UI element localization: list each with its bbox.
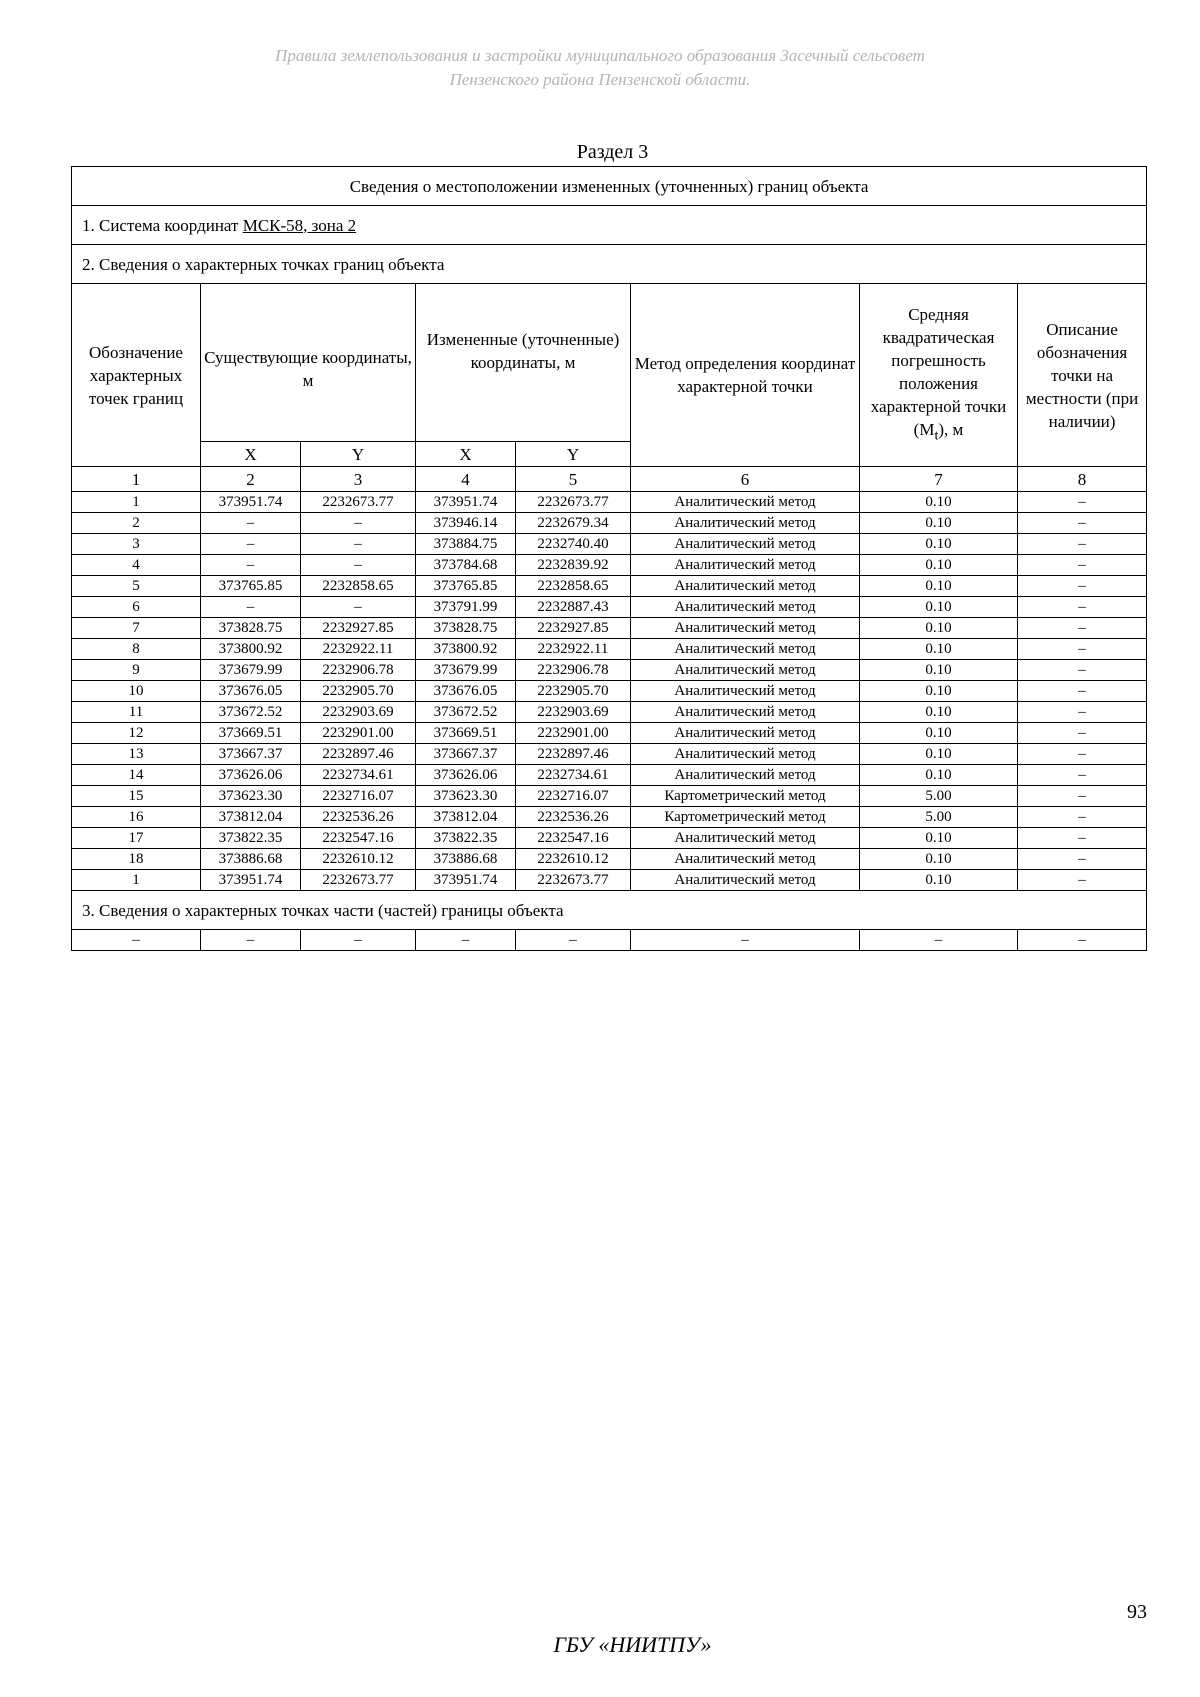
table-row (72, 618, 1147, 639)
cell-description: – (1018, 534, 1147, 555)
cell-changed-y: 2232536.26 (516, 807, 631, 828)
cell-changed-x: 373951.74 (416, 870, 516, 891)
table-row (72, 660, 1147, 681)
table-row (72, 744, 1147, 765)
cell-existing-y: 2232903.69 (301, 702, 416, 723)
cell-error: 0.10 (860, 555, 1018, 576)
cell-point-id: 15 (72, 786, 201, 807)
col-header-existing-x: X (201, 442, 301, 467)
cell-existing-y: 2232673.77 (301, 492, 416, 513)
cell-error: 5.00 (860, 807, 1018, 828)
cell-existing-x: 373951.74 (201, 870, 301, 891)
cell-description: – (1018, 639, 1147, 660)
col-header-error-unit: ), м (938, 419, 964, 439)
cell-description: – (1018, 744, 1147, 765)
cell-description: – (1018, 849, 1147, 870)
table-row (72, 576, 1147, 597)
cell-existing-y: 2232734.61 (301, 765, 416, 786)
cell-existing-x: 373672.52 (201, 702, 301, 723)
cell-existing-y: – (301, 534, 416, 555)
table-row (72, 930, 1147, 951)
cell-existing-y: 2232547.16 (301, 828, 416, 849)
cell-changed-y: 2232901.00 (516, 723, 631, 744)
cell-description: – (1018, 555, 1147, 576)
cell-existing-y: 2232858.65 (301, 576, 416, 597)
cell-changed-y: 2232903.69 (516, 702, 631, 723)
running-header-line-2: Пензенского района Пензенской области. (449, 70, 751, 89)
cell-changed-y: 2232679.34 (516, 513, 631, 534)
cell-changed-x: 373800.92 (416, 639, 516, 660)
col-header-changed-y: Y (516, 442, 631, 467)
table-row (72, 723, 1147, 744)
cell-point-id: 12 (72, 723, 201, 744)
cell-description: – (1018, 681, 1147, 702)
cell-method: Аналитический метод (631, 513, 860, 534)
cell-changed-x: 373623.30 (416, 786, 516, 807)
cell-point-id: 1 (72, 492, 201, 513)
cell-point-id: 18 (72, 849, 201, 870)
cell-changed-x: 373676.05 (416, 681, 516, 702)
cell-point-id: 3 (72, 534, 201, 555)
cell-description: – (1018, 513, 1147, 534)
cell-error: 0.10 (860, 870, 1018, 891)
table-row (72, 765, 1147, 786)
cell-existing-x: 373669.51 (201, 723, 301, 744)
cell-changed-y: 2232887.43 (516, 597, 631, 618)
table-row (72, 807, 1147, 828)
cell-existing-x: 373623.30 (201, 786, 301, 807)
cell-method: Картометрический метод (631, 807, 860, 828)
cell-changed-y: 2232547.16 (516, 828, 631, 849)
cell-error: 0.10 (860, 723, 1018, 744)
cell-error: 0.10 (860, 618, 1018, 639)
cell-error: 0.10 (860, 828, 1018, 849)
cell-description: – (1018, 492, 1147, 513)
cell-existing-y: – (301, 513, 416, 534)
cell-point-id: 11 (72, 702, 201, 723)
cell-error: – (860, 930, 1018, 951)
column-number: 7 (860, 467, 1018, 492)
cell-description: – (1018, 702, 1147, 723)
cell-method: Аналитический метод (631, 723, 860, 744)
cell-description: – (1018, 660, 1147, 681)
cell-method: Аналитический метод (631, 744, 860, 765)
cell-error: 0.10 (860, 702, 1018, 723)
cell-existing-y: 2232901.00 (301, 723, 416, 744)
cell-description: – (1018, 618, 1147, 639)
cell-existing-x: 373626.06 (201, 765, 301, 786)
points-heading: 2. Сведения о характерных точках границ объекта (72, 245, 1147, 284)
cell-method: – (631, 930, 860, 951)
cell-changed-y: 2232673.77 (516, 870, 631, 891)
cell-method: Аналитический метод (631, 702, 860, 723)
cell-changed-x: 373791.99 (416, 597, 516, 618)
cell-existing-y: 2232927.85 (301, 618, 416, 639)
cell-existing-x: 373822.35 (201, 828, 301, 849)
cell-point-id: 5 (72, 576, 201, 597)
cell-method: Аналитический метод (631, 870, 860, 891)
col-header-description: Описание обозначения точки на местности (при наличии) (1018, 284, 1147, 467)
cell-existing-y: 2232610.12 (301, 849, 416, 870)
cell-existing-y: 2232716.07 (301, 786, 416, 807)
cell-existing-x: 373676.05 (201, 681, 301, 702)
coord-system-label: 1. Система координат (82, 215, 243, 235)
cell-method: Аналитический метод (631, 828, 860, 849)
table-row (72, 639, 1147, 660)
cell-changed-y: 2232610.12 (516, 849, 631, 870)
cell-changed-x: 373626.06 (416, 765, 516, 786)
cell-description: – (1018, 765, 1147, 786)
cell-changed-y: 2232734.61 (516, 765, 631, 786)
cell-changed-y: 2232673.77 (516, 492, 631, 513)
cell-error: 0.10 (860, 576, 1018, 597)
cell-point-id: 4 (72, 555, 201, 576)
cell-changed-x: 373828.75 (416, 618, 516, 639)
col-header-error (860, 284, 1018, 467)
cell-description: – (1018, 807, 1147, 828)
cell-point-id: 1 (72, 870, 201, 891)
cell-point-id: 17 (72, 828, 201, 849)
table-row (72, 702, 1147, 723)
footer-organization: ГБУ «НИИТПУ» (553, 1632, 712, 1657)
coordinates-table (71, 166, 1147, 951)
column-number: 6 (631, 467, 860, 492)
cell-error: 0.10 (860, 639, 1018, 660)
cell-changed-x: 373784.68 (416, 555, 516, 576)
parts-heading: 3. Сведения о характерных точках части (частей) границы объекта (72, 891, 1147, 930)
column-number: 8 (1018, 467, 1147, 492)
cell-existing-x: – (201, 534, 301, 555)
table-row (72, 597, 1147, 618)
cell-changed-y: 2232716.07 (516, 786, 631, 807)
column-number: 2 (201, 467, 301, 492)
cell-method: Аналитический метод (631, 849, 860, 870)
cell-existing-y: 2232673.77 (301, 870, 416, 891)
column-number: 5 (516, 467, 631, 492)
col-header-changed-x: X (416, 442, 516, 467)
cell-existing-x: 373828.75 (201, 618, 301, 639)
cell-changed-x: 373667.37 (416, 744, 516, 765)
cell-changed-x: 373822.35 (416, 828, 516, 849)
cell-changed-x: 373812.04 (416, 807, 516, 828)
cell-changed-x: 373884.75 (416, 534, 516, 555)
table-row (72, 513, 1147, 534)
cell-changed-x: 373886.68 (416, 849, 516, 870)
running-header (0, 44, 1200, 92)
cell-existing-y: – (301, 555, 416, 576)
cell-point-id: 8 (72, 639, 201, 660)
cell-existing-x: 373765.85 (201, 576, 301, 597)
page-number: 93 (1127, 1601, 1147, 1623)
table-row (72, 786, 1147, 807)
cell-point-id: 2 (72, 513, 201, 534)
cell-error: 0.10 (860, 765, 1018, 786)
cell-existing-y: 2232906.78 (301, 660, 416, 681)
cell-point-id: 16 (72, 807, 201, 828)
cell-changed-y: 2232906.78 (516, 660, 631, 681)
cell-error: 0.10 (860, 534, 1018, 555)
cell-description: – (1018, 930, 1147, 951)
table-row (72, 492, 1147, 513)
cell-error: 0.10 (860, 849, 1018, 870)
cell-existing-y: – (301, 930, 416, 951)
col-header-method: Метод определения координат характерной точки (631, 284, 860, 467)
cell-changed-y: 2232922.11 (516, 639, 631, 660)
table-row (72, 555, 1147, 576)
column-number: 3 (301, 467, 416, 492)
cell-error: 0.10 (860, 744, 1018, 765)
cell-existing-x: 373886.68 (201, 849, 301, 870)
cell-changed-y: 2232905.70 (516, 681, 631, 702)
cell-existing-x: 373667.37 (201, 744, 301, 765)
running-header-line-1: Правила землепользования и застройки муниципального образования Засечный сельсовет (275, 46, 925, 65)
cell-changed-y: – (516, 930, 631, 951)
table-row (72, 534, 1147, 555)
coord-system-value: МСК-58, зона 2 (242, 215, 357, 235)
cell-method: Картометрический метод (631, 786, 860, 807)
coord-system-row (72, 206, 1147, 245)
column-number: 1 (72, 467, 201, 492)
cell-existing-x: 373800.92 (201, 639, 301, 660)
cell-changed-y: 2232740.40 (516, 534, 631, 555)
cell-changed-x: 373951.74 (416, 492, 516, 513)
col-header-designation: Обозначение характерных точек границ (72, 284, 201, 467)
cell-changed-y: 2232927.85 (516, 618, 631, 639)
cell-existing-x: 373812.04 (201, 807, 301, 828)
cell-error: 0.10 (860, 660, 1018, 681)
cell-existing-y: – (301, 597, 416, 618)
cell-existing-x: – (201, 930, 301, 951)
cell-description: – (1018, 723, 1147, 744)
column-numbers-row (72, 467, 1147, 492)
section-title: Раздел 3 (576, 141, 649, 163)
cell-point-id: 9 (72, 660, 201, 681)
cell-existing-y: 2232922.11 (301, 639, 416, 660)
cell-error: 0.10 (860, 492, 1018, 513)
table-row (72, 849, 1147, 870)
table-row (72, 681, 1147, 702)
cell-method: Аналитический метод (631, 534, 860, 555)
cell-changed-x: 373946.14 (416, 513, 516, 534)
cell-changed-x: 373669.51 (416, 723, 516, 744)
cell-description: – (1018, 828, 1147, 849)
cell-existing-y: 2232897.46 (301, 744, 416, 765)
col-header-error-sub: t (934, 427, 939, 444)
cell-description: – (1018, 786, 1147, 807)
table-title: Сведения о местоположении измененных (уточненных) границ объекта (72, 167, 1147, 206)
cell-changed-x: 373679.99 (416, 660, 516, 681)
cell-changed-x: – (416, 930, 516, 951)
cell-point-id: 10 (72, 681, 201, 702)
cell-point-id: 13 (72, 744, 201, 765)
cell-existing-x: 373679.99 (201, 660, 301, 681)
cell-existing-y: 2232905.70 (301, 681, 416, 702)
col-header-existing-y: Y (301, 442, 416, 467)
cell-point-id: – (72, 930, 201, 951)
cell-changed-x: 373765.85 (416, 576, 516, 597)
cell-method: Аналитический метод (631, 492, 860, 513)
cell-method: Аналитический метод (631, 765, 860, 786)
cell-point-id: 6 (72, 597, 201, 618)
cell-method: Аналитический метод (631, 660, 860, 681)
cell-changed-y: 2232858.65 (516, 576, 631, 597)
cell-existing-x: – (201, 513, 301, 534)
cell-method: Аналитический метод (631, 639, 860, 660)
cell-description: – (1018, 576, 1147, 597)
cell-method: Аналитический метод (631, 597, 860, 618)
cell-error: 0.10 (860, 513, 1018, 534)
cell-point-id: 7 (72, 618, 201, 639)
cell-error: 0.10 (860, 597, 1018, 618)
cell-changed-y: 2232839.92 (516, 555, 631, 576)
cell-method: Аналитический метод (631, 576, 860, 597)
cell-changed-y: 2232897.46 (516, 744, 631, 765)
cell-changed-x: 373672.52 (416, 702, 516, 723)
table-row (72, 870, 1147, 891)
cell-point-id: 14 (72, 765, 201, 786)
col-header-existing: Существующие координаты, м (201, 284, 416, 442)
cell-existing-y: 2232536.26 (301, 807, 416, 828)
col-header-changed: Измененные (уточненные) координаты, м (416, 284, 631, 442)
column-number: 4 (416, 467, 516, 492)
cell-description: – (1018, 597, 1147, 618)
col-header-error-text: Средняя квадратическая погрешность положения характерной точки (M (870, 304, 1007, 439)
table-row (72, 828, 1147, 849)
cell-error: 5.00 (860, 786, 1018, 807)
cell-method: Аналитический метод (631, 681, 860, 702)
cell-method: Аналитический метод (631, 555, 860, 576)
cell-description: – (1018, 870, 1147, 891)
cell-error: 0.10 (860, 681, 1018, 702)
cell-method: Аналитический метод (631, 618, 860, 639)
cell-existing-x: 373951.74 (201, 492, 301, 513)
cell-existing-x: – (201, 555, 301, 576)
cell-existing-x: – (201, 597, 301, 618)
